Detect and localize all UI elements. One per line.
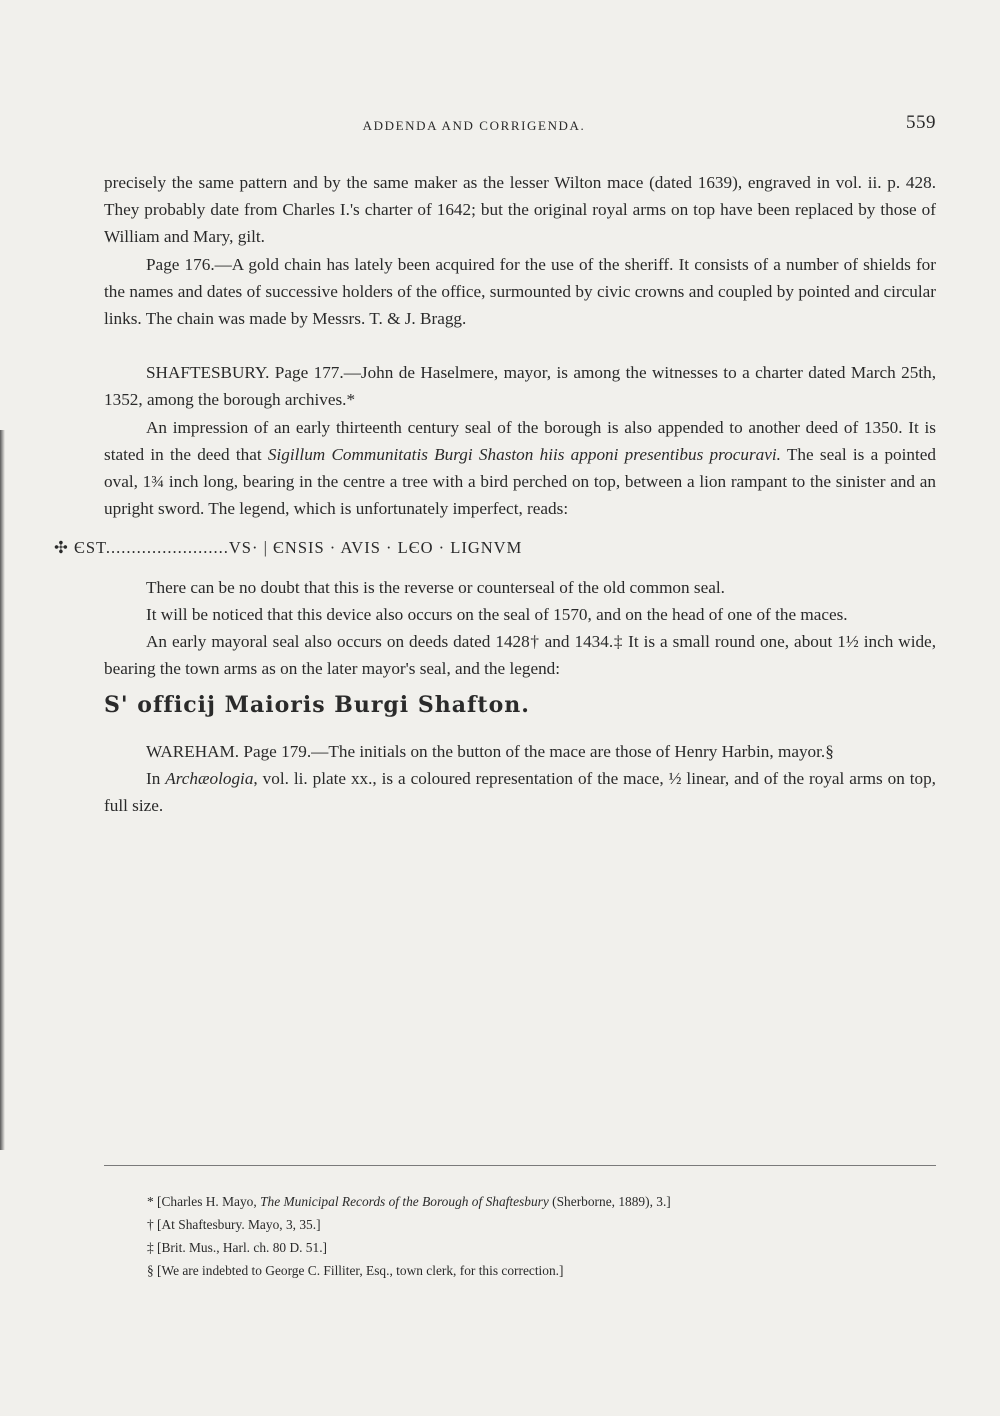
seal-text-a: An impression of an early thirteenth century seal of the borough is also appended to another deed of 1350. It is stated in the deed that <box>104 417 936 464</box>
paragraph-archaeologia <box>104 765 936 819</box>
page-edge-shadow <box>0 430 5 1150</box>
mayoral-seal-legend: S' officij Maioris Burgi Shafton. <box>104 692 530 719</box>
running-head: ADDENDA AND CORRIGENDA. <box>362 118 586 133</box>
seal-legend: ✣ ЄST........................VS· | ЄNSIS · AVIS · LЄO · LIGNVM <box>54 538 523 558</box>
archaeologia-text-b: , vol. li. plate xx., is a coloured representation of the mace, ½ linear, and of the royal arms on top, full size. <box>104 768 936 816</box>
footnote-1-b: (Sherborne, 1889), 3.] <box>548 1194 671 1209</box>
page-header <box>104 112 936 142</box>
archaeologia-title: Archæologia <box>165 768 254 788</box>
main-text <box>54 169 936 819</box>
paragraph-device: It will be noticed that this device also occurs on the seal of 1570, and on the head of one of the maces. <box>146 604 848 624</box>
seal-latin-quote: Sigillum Communitatis Burgi Shaston hiis apponi presentibus procuravi. <box>267 444 781 464</box>
paragraph-shaftesbury: SHAFTESBURY. Page 177.—John de Haselmere, mayor, is among the witnesses to a charter dated March 25th, 1352, among the borough archives.* <box>104 363 936 410</box>
footnote-1 <box>147 1190 927 1213</box>
paragraph-mayoral-seal: An early mayoral seal also occurs on deeds dated 1428† and 1434.‡ It is a small round one, about 1½ inch wide, bearing the town arms as on the later mayor's seal, and the legend: <box>104 632 936 679</box>
footnote-3: ‡ [Brit. Mus., Harl. ch. 80 D. 51.] <box>147 1240 328 1255</box>
footnote-2: † [At Shaftesbury. Mayo, 3, 35.] <box>147 1217 321 1232</box>
footnotes <box>147 1190 927 1282</box>
seal-text-b: The seal is a pointed oval, 1¾ inch long, bearing in the centre a tree with a bird perched on top, between a lion rampant to the sinister and an upright sword. The legend, which is unfortunately imperfect, reads: <box>104 444 936 519</box>
paragraph-gold-chain: Page 176.—A gold chain has lately been acquired for the use of the sheriff. It consists of a number of shields for the names and dates of successive holders of the office, surmounted by civic crowns and coupled by pointed and circular links. The chain was made by Messrs. T. & J. Bragg. <box>104 254 936 329</box>
paragraph-seal-impression <box>104 414 936 523</box>
archaeologia-text-a: In <box>146 768 166 788</box>
paragraph-counterseal: There can be no doubt that this is the reverse or counterseal of the old common seal. <box>146 577 725 597</box>
paragraph-wareham: WAREHAM. Page 179.—The initials on the button of the mace are those of Henry Harbin, mayor.§ <box>146 741 834 761</box>
page-number: 559 <box>906 112 936 133</box>
footnote-divider <box>104 1165 936 1166</box>
paragraph-continuation: precisely the same pattern and by the same maker as the lesser Wilton mace (dated 1639), engraved in vol. ii. p. 428. They probably date from Charles I.'s charter of 1642; but the original royal arms on top have been replaced by those of William and Mary, gilt. <box>104 173 936 247</box>
footnote-1-a: * [Charles H. Mayo, <box>147 1194 261 1209</box>
footnote-1-title: The Municipal Records of the Borough of Shaftesbury <box>260 1194 549 1209</box>
footnote-4: § [We are indebted to George C. Filliter, Esq., town clerk, for this correction.] <box>147 1263 564 1278</box>
